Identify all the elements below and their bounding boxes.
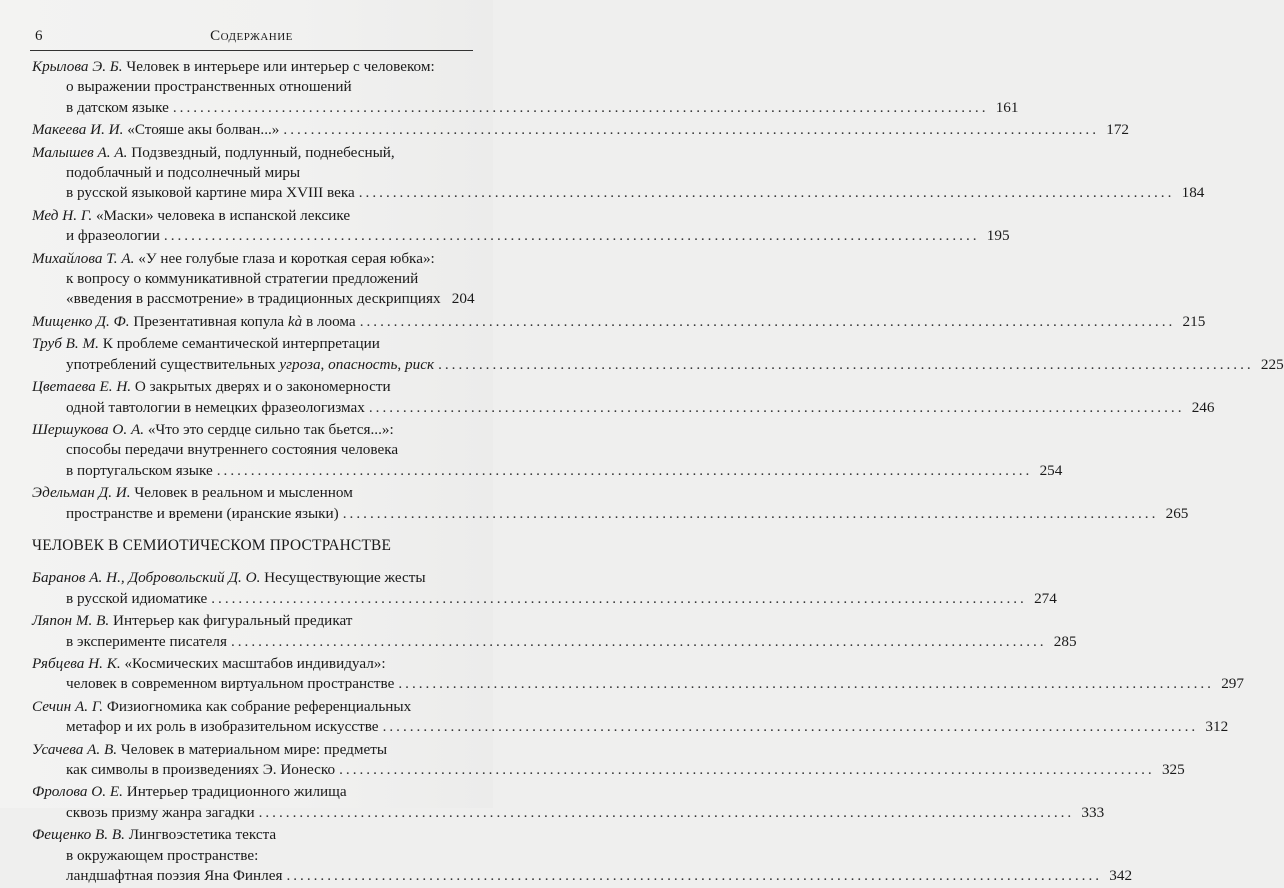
toc-entry: [32, 697, 1229, 738]
page-number: 6: [35, 28, 43, 44]
entry-title-final: и фразеологии: [66, 227, 160, 245]
entry-title: Физиогномика как собрание референциальных: [103, 697, 412, 715]
dot-leader: ........................................................................................................................: [368, 398, 1185, 416]
entry-page: 161: [995, 98, 1019, 116]
toc-entry: [32, 420, 1063, 481]
dot-leader: ........................................................................................................................: [172, 98, 989, 116]
header-rule: [30, 50, 473, 51]
entry-title-final: в эксперименте писателя: [66, 632, 227, 650]
dot-leader: ........................................................................................................................: [339, 761, 1155, 778]
entry-page: 274: [1034, 589, 1057, 607]
toc-group-semiotic: [32, 568, 1244, 886]
entry-page: 195: [986, 227, 1010, 245]
entry-page: 265: [1165, 504, 1189, 522]
entry-title: Подзвездный, подлунный, поднебесный,: [127, 143, 395, 161]
entry-title: «Что это сердце сильно так бьется...»:: [144, 420, 394, 438]
entry-page: 246: [1191, 398, 1215, 416]
entry-page: 184: [1181, 184, 1205, 202]
entry-title-continuation: подоблачный и подсолнечный миры: [66, 164, 301, 182]
dot-leader: ........................................................................................................................: [163, 227, 980, 245]
entry-title: Человек в материальном мире: предметы: [117, 740, 388, 758]
entry-title-final: ландшафтная поэзия Яна Финлея: [66, 867, 283, 885]
dot-leader: ........................................................................................................................: [359, 312, 1176, 330]
toc-entry: [32, 334, 1284, 375]
entry-title: «Стояше акы болван...»: [123, 121, 280, 139]
entry-author: Труб В. М.: [32, 335, 99, 353]
toc-entry: [32, 57, 1019, 118]
entry-title: О закрытых дверях и о закономерности: [131, 378, 391, 396]
toc-entry: [32, 120, 1130, 140]
toc-entry: [32, 377, 1215, 418]
entry-author: Мищенко Д. Ф.: [32, 312, 130, 330]
entry-author: Усачева А. В.: [32, 740, 118, 758]
entry-author: Ляпон М. В.: [32, 612, 110, 630]
entry-title: «У нее голубые глаза и короткая серая юбка»:: [134, 249, 435, 267]
toc-entry: [32, 654, 1244, 695]
entry-title-final: пространстве и времени (иранские языки): [66, 504, 339, 522]
dot-leader: ........................................................................................................................: [342, 504, 1159, 522]
section-title: ЧЕЛОВЕК В СЕМИОТИЧЕСКОМ ПРОСТРАНСТВЕ: [32, 536, 392, 554]
toc-entry: [32, 740, 1185, 781]
dot-leader: ........................................................................................................................: [382, 718, 1199, 736]
entry-title-final: в русской языковой картине мира XVIII века: [66, 184, 355, 202]
entry-page: 225: [1260, 355, 1284, 373]
dot-leader: ........................................................................................................................: [211, 589, 1027, 607]
entry-title: Человек в реальном и мысленном: [130, 484, 353, 502]
entry-author: Мед Н. Г.: [32, 206, 93, 224]
dot-leader: ........................................................................................................................: [216, 461, 1033, 479]
dot-leader: ........................................................................................................................: [286, 867, 1103, 885]
entry-title: Человек в интерьере или интерьер с человеком:: [122, 58, 435, 75]
toc-entry: [32, 143, 1205, 204]
running-header: [30, 28, 473, 50]
toc-entry: [32, 206, 1010, 247]
entry-title: Интерьер традиционного жилища: [122, 783, 347, 801]
entry-title-continuation: в окружающем пространстве:: [66, 846, 259, 864]
entry-title: Несуществующие жесты: [260, 569, 426, 587]
entry-title: К проблеме семантической интерпретации: [98, 335, 380, 353]
entry-page: 342: [1109, 867, 1133, 885]
entry-author: Шершукова О. А.: [32, 420, 145, 438]
entry-author: Фролова О. Е.: [32, 783, 123, 801]
entry-title: Интерьер как фигуральный предикат: [109, 612, 353, 630]
entry-page: 297: [1221, 675, 1244, 693]
entry-title-final: одной тавтологии в немецких фразеологизмах: [66, 398, 365, 416]
toc-entry: [32, 568, 1057, 609]
entry-page: 312: [1205, 718, 1229, 736]
entry-author: Рябцева Н. К.: [32, 654, 121, 672]
entry-author: Макеева И. И.: [32, 121, 124, 139]
entry-page: 254: [1039, 461, 1063, 479]
entry-author: Цветаева Е. Н.: [32, 378, 132, 396]
dot-leader: ........................................................................................................................: [438, 355, 1254, 373]
entry-author: Крылова Э. Б.: [32, 58, 123, 75]
entry-title: Лингвоэстетика текста: [124, 826, 277, 844]
entry-title-final: сквозь призму жанра загадки: [66, 803, 255, 821]
entry-author: Эдельман Д. И.: [32, 484, 131, 502]
entry-author: Михайлова Т. А.: [32, 249, 135, 267]
entry-page: 215: [1182, 312, 1206, 330]
table-of-contents: [32, 57, 1284, 888]
toc-entry: [32, 611, 1077, 652]
entry-title-continuation: способы передачи внутреннего состояния человека: [66, 441, 399, 459]
entry-author: Сечин А. Г.: [32, 697, 104, 715]
entry-title-final: метафор и их роль в изобразительном искусстве: [66, 718, 379, 736]
entry-title: «Космических масштабов индивидуал»:: [120, 654, 386, 672]
running-title: Содержание: [210, 28, 293, 44]
entry-page: 204: [451, 290, 475, 308]
entry-page: 172: [1106, 121, 1130, 139]
toc-group-main: [32, 57, 1284, 524]
entry-title: Презентативная копула kà в лоома: [129, 312, 356, 330]
entry-title-continuation: к вопросу о коммуникативной стратегии предложений: [66, 270, 419, 288]
entry-title-final: употреблений существительных угроза, опасность, риск: [66, 355, 435, 373]
dot-leader: ........................................................................................................................: [398, 675, 1214, 693]
entry-author: Баранов А. Н., Добровольский Д. О.: [32, 569, 261, 587]
dot-leader: ........................................................................................................................: [230, 632, 1047, 650]
entry-title-continuation: о выражении пространственных отношений: [66, 78, 352, 96]
entry-page: 333: [1081, 803, 1105, 821]
toc-entry: [32, 483, 1189, 524]
dot-leader: ........................................................................................................................: [283, 121, 1100, 139]
entry-title-final: «введения в рассмотрение» в традиционных дескрипциях: [66, 290, 441, 308]
toc-entry: [32, 825, 1133, 886]
toc-entry: [32, 782, 1105, 823]
entry-title: «Маски» человека в испанской лексике: [92, 206, 351, 224]
toc-entry: [32, 312, 1206, 332]
entry-page: 285: [1053, 632, 1077, 650]
entry-author: Фещенко В. В.: [32, 826, 125, 844]
entry-title-final: как символы в произведениях Э. Ионеско: [66, 761, 336, 778]
entry-page: 325: [1161, 761, 1185, 778]
dot-leader: ........................................................................................................................: [258, 803, 1075, 821]
dot-leader: ........................................................................................................................: [358, 184, 1175, 202]
entry-title-final: человек в современном виртуальном пространстве: [66, 675, 395, 693]
toc-entry: [32, 249, 475, 310]
entry-title-final: в русской идиоматике: [66, 589, 208, 607]
entry-title-final: в датском языке: [66, 98, 169, 116]
entry-author: Малышев А. А.: [32, 143, 128, 161]
entry-title-final: в португальском языке: [66, 461, 213, 479]
